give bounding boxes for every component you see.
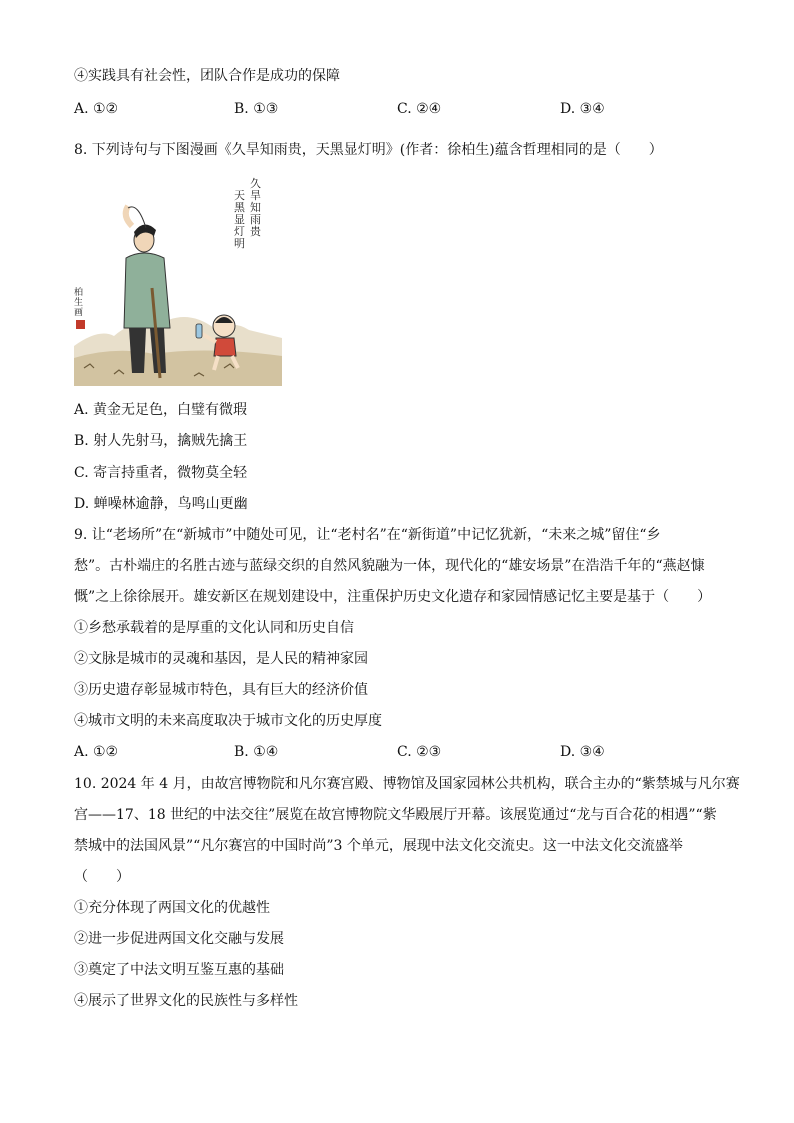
q9-option-c: C. ②③ bbox=[397, 744, 442, 760]
q10-item-4: ④展示了世界文化的民族性与多样性 bbox=[74, 993, 298, 1009]
q10-stem-line-3: 禁城中的法国风景”“凡尔赛宫的中国时尚”3 个单元，展现中法文化交流史。这一中法文化交流盛举 bbox=[74, 838, 683, 854]
q9-option-b: B. ①④ bbox=[234, 744, 279, 760]
q10-item-2: ②进一步促进两国文化交融与发展 bbox=[74, 931, 284, 947]
cartoon-signature: 柏生画 bbox=[74, 288, 84, 318]
q9-stem-line-1: 9. 让“老场所”在“新城市”中随处可见，让“老村名”在“新街道”中记忆犹新，“未来之城”留住“乡 bbox=[74, 527, 661, 543]
q8-option-c: C. 寄言持重者，微物莫全轻 bbox=[74, 465, 248, 481]
cartoon-caption-col2: 天黑显灯明 bbox=[234, 189, 245, 250]
q10-item-1: ①充分体现了两国文化的优越性 bbox=[74, 900, 270, 916]
cartoon-caption-col1: 久旱知雨贵 bbox=[250, 177, 261, 238]
q9-option-d: D. ③④ bbox=[560, 744, 605, 760]
q7-item-4: ④实践具有社会性，团队合作是成功的保障 bbox=[74, 68, 340, 84]
q9-item-1: ①乡愁承载着的是厚重的文化认同和历史自信 bbox=[74, 620, 354, 636]
q7-option-d: D. ③④ bbox=[560, 101, 605, 117]
q10-stem-line-2: 宫——17、18 世纪的中法交往”展览在故宫博物院文华殿展厅开幕。该展览通过“龙与百合花的相遇”“紫 bbox=[74, 807, 717, 823]
q9-item-4: ④城市文明的未来高度取决于城市文化的历史厚度 bbox=[74, 713, 382, 729]
q10-stem-line-1: 10. 2024 年 4 月，由故宫博物院和凡尔赛宫殿、博物馆及国家园林公共机构，联合主办的“紫禁城与凡尔赛 bbox=[74, 776, 740, 792]
q9-stem-line-2: 愁”。古朴端庄的名胜古迹与蓝绿交织的自然风貌融为一体，现代化的“雄安场景”在浩浩千年的“燕赵慷 bbox=[74, 558, 705, 574]
q9-options bbox=[74, 742, 734, 762]
q10-item-3: ③奠定了中法文明互鉴互惠的基础 bbox=[74, 962, 284, 978]
q8-option-b: B. 射人先射马，擒贼先擒王 bbox=[74, 433, 248, 449]
q8-option-a: A. 黄金无足色，白璧有微瑕 bbox=[74, 402, 248, 418]
q7-options bbox=[74, 99, 734, 119]
q8-option-d: D. 蝉噪林逾静，鸟鸣山更幽 bbox=[74, 496, 248, 512]
q9-stem-line-3: 慨”之上徐徐展开。雄安新区在规划建设中，注重保护历史文化遗存和家园情感记忆主要是基于（ ） bbox=[74, 589, 712, 605]
q7-option-b: B. ①③ bbox=[234, 101, 279, 117]
q9-option-a: A. ①② bbox=[74, 744, 119, 760]
q8-stem: 8. 下列诗句与下图漫画《久旱知雨贵，天黑显灯明》(作者：徐柏生)蕴含哲理相同的是（ ） bbox=[74, 142, 663, 158]
q7-option-a: A. ①② bbox=[74, 101, 119, 117]
q7-option-c: C. ②④ bbox=[397, 101, 442, 117]
q8-cartoon-image bbox=[74, 178, 282, 386]
q9-item-2: ②文脉是城市的灵魂和基因，是人民的精神家园 bbox=[74, 651, 368, 667]
q9-item-3: ③历史遗存彰显城市特色，具有巨大的经济价值 bbox=[74, 682, 368, 698]
q10-stem-line-4: （ ） bbox=[74, 869, 130, 885]
